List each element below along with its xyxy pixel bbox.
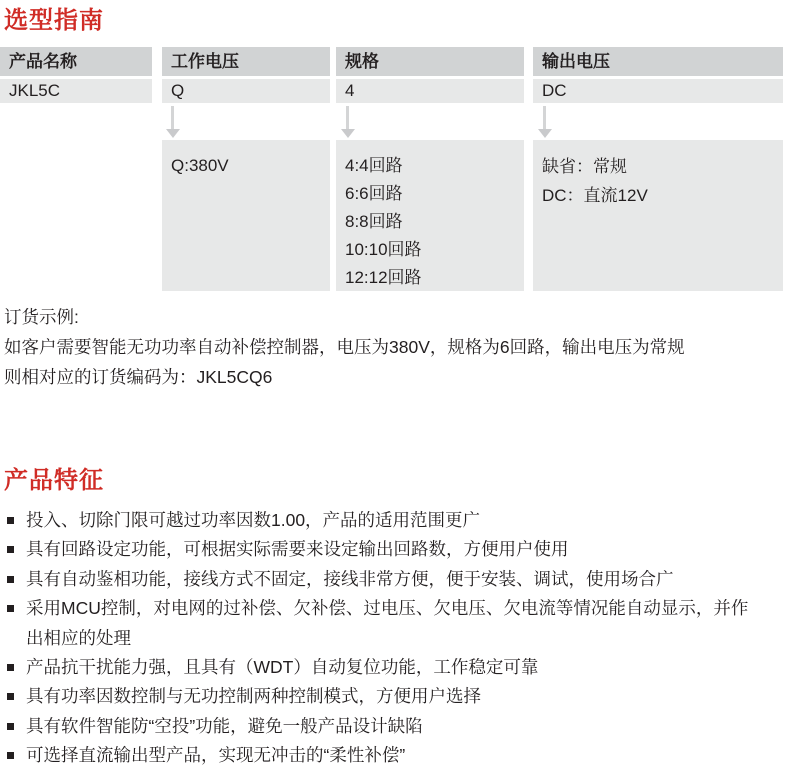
detail-line: 8:8回路 xyxy=(345,212,403,231)
arrow-head xyxy=(166,129,180,138)
order-example xyxy=(4,302,782,392)
detail-box-working-voltage xyxy=(162,140,330,291)
selection-guide-title: 选型指南 xyxy=(4,7,104,34)
feature-item: 具有软件智能防“空投”功能，避免一般产品设计缺陷 xyxy=(7,712,752,741)
detail-line: 4:4回路 xyxy=(345,156,403,175)
selection-column-spec xyxy=(336,47,524,103)
arrow-head xyxy=(341,129,355,138)
column-value-spec: 4 xyxy=(336,79,524,103)
detail-line: 10:10回路 xyxy=(345,240,422,259)
arrow-shaft xyxy=(346,106,349,130)
arrow-shaft xyxy=(543,106,546,130)
order-example-line: 则相对应的订货编码为：JKL5CQ6 xyxy=(4,367,273,387)
down-arrow-icon xyxy=(166,106,180,138)
product-features-title: 产品特征 xyxy=(4,467,104,494)
column-header-working-voltage: 工作电压 xyxy=(162,47,330,76)
feature-item: 具有功率因数控制与无功控制两种控制模式，方便用户选择 xyxy=(7,682,752,711)
down-arrow-icon xyxy=(538,106,552,138)
feature-item: 可选择直流输出型产品，实现无冲击的“柔性补偿” xyxy=(7,741,752,770)
order-example-label: 订货示例: xyxy=(4,307,79,327)
detail-line: DC：直流12V xyxy=(542,186,648,205)
column-header-output-voltage: 输出电压 xyxy=(533,47,783,76)
order-example-lines xyxy=(4,332,782,392)
product-features-list xyxy=(7,506,752,771)
feature-item: 采用MCU控制，对电网的过补偿、欠补偿、过电压、欠电压、欠电流等情况能自动显示，并作出相应的处理 xyxy=(7,594,752,653)
arrow-shaft xyxy=(171,106,174,130)
detail-line: 缺省：常规 xyxy=(542,157,627,176)
selection-column-working-voltage xyxy=(162,47,330,103)
feature-item: 具有自动鉴相功能，接线方式不固定，接线非常方便，便于安装、调试，使用场合广 xyxy=(7,565,752,594)
feature-item: 具有回路设定功能，可根据实际需要来设定输出回路数，方便用户使用 xyxy=(7,535,752,564)
column-header-spec: 规格 xyxy=(336,47,524,76)
order-example-line: 如客户需要智能无功功率自动补偿控制器，电压为380V，规格为6回路，输出电压为常规 xyxy=(4,337,685,357)
column-header-product-name: 产品名称 xyxy=(0,47,152,76)
feature-item: 投入、切除门限可越过功率因数1.00，产品的适用范围更广 xyxy=(7,506,752,535)
detail-line: 12:12回路 xyxy=(345,268,422,287)
detail-line: Q:380V xyxy=(171,156,229,175)
down-arrow-icon xyxy=(341,106,355,138)
detail-line: 6:6回路 xyxy=(345,184,403,203)
column-value-output-voltage: DC xyxy=(533,79,783,103)
column-value-product-name: JKL5C xyxy=(0,79,152,103)
selection-column-product-name xyxy=(0,47,152,103)
column-value-working-voltage: Q xyxy=(162,79,330,103)
feature-item: 产品抗干扰能力强，且具有（WDT）自动复位功能，工作稳定可靠 xyxy=(7,653,752,682)
detail-box-spec xyxy=(336,140,524,291)
selection-column-output-voltage xyxy=(533,47,783,103)
detail-box-output-voltage xyxy=(533,140,783,291)
arrow-head xyxy=(538,129,552,138)
